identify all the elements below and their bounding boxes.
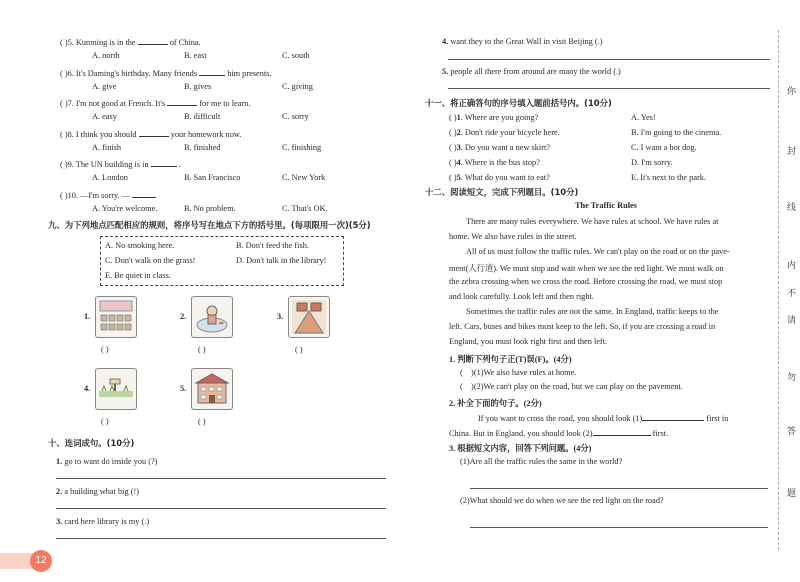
passage-line: ment(人行道). We must stop and wait when we see the red light. We must walk on <box>449 264 724 273</box>
passage-line: the zebra crossing when we cross the road. Before crossing the road, we must stop <box>449 277 723 286</box>
binding-char: 内 <box>787 261 797 271</box>
match-answer: E. It's next to the park. <box>631 173 706 182</box>
s10-q5-words: people all there from around are many the world (.) <box>450 67 621 76</box>
answer-line[interactable] <box>470 488 768 489</box>
passage-line: All of us must follow the traffic rules. We can't play on the road or on the pave- <box>466 247 730 256</box>
mc-question-9: ( )9. The UN building is in . <box>60 160 181 169</box>
s10-q5-num: 5. <box>442 67 449 76</box>
passage-line: home. We also have rules in the street. <box>449 232 577 241</box>
answer-paren[interactable]: ( ) <box>60 99 68 108</box>
answer-paren[interactable]: ( ) <box>449 113 457 122</box>
question-number: 6 <box>67 68 72 78</box>
choice-b[interactable]: B. difficult <box>184 112 221 121</box>
q3-item-2: (2)What should we do when we see the red light on the road? <box>460 496 664 505</box>
q2-title: 2. 补全下面的句子。(2分) <box>449 399 542 408</box>
q1-item-2: (2)We can't play on the road, but we can play on the pavement. <box>473 382 683 391</box>
choice-a[interactable]: A. finish <box>92 142 122 152</box>
choice-c[interactable]: C. south <box>282 51 310 60</box>
binding-char: 题 <box>787 489 797 499</box>
mc-question-5: ( )5. Kunming is in the of China. <box>60 38 201 47</box>
binding-char: 线 <box>787 203 797 213</box>
choice-c[interactable]: C. finishing <box>282 142 322 152</box>
question-text: —I'm sorry. — <box>80 190 131 200</box>
answer-line[interactable] <box>448 88 770 89</box>
pic-4-label: 4. <box>84 384 91 393</box>
match-question-2: ( )2. Don't ride your bicycle here. <box>449 128 560 137</box>
answer-paren[interactable]: ( ) <box>449 128 457 137</box>
passage-line: and look carefully. Look left and then right. <box>449 292 594 301</box>
question-text: I think you should <box>75 129 137 139</box>
option-c: C. Don't walk on the grass! <box>105 256 196 265</box>
question-number: 4 <box>456 158 461 167</box>
question-number: 1 <box>456 113 461 122</box>
mc-question-8: ( )8. I think you should your homework now. <box>60 129 242 139</box>
match-answer: C. I want a hot dog. <box>631 143 697 152</box>
q2-line2-pre: China. But in England, you should look (2) <box>449 429 593 438</box>
choice-b[interactable]: B. No problem. <box>184 203 236 213</box>
option-d: D. Don't talk in the library! <box>236 256 327 265</box>
q2-line2-post: first. <box>652 429 669 438</box>
mc-question-10: ( )10. —I'm sorry. — <box>60 189 156 200</box>
match-question-1: ( )1. Where are you going? <box>449 113 539 122</box>
option-b: B. Don't feed the fish. <box>236 241 309 250</box>
section11-title: 十一、将正确答句的序号填入题前括号内。(10分) <box>425 98 612 108</box>
question-text-end: your homework now. <box>170 129 242 139</box>
answer-paren[interactable]: ( ) <box>60 160 68 169</box>
passage-line: left. Cars, buses and bikes must keep to the left. So, if you are crossing a road in <box>449 322 716 331</box>
binding-char: 答 <box>787 427 797 437</box>
s10-q3-words: card here library is my (.) <box>64 517 150 526</box>
match-question-5: ( )5. What do you want to eat? <box>449 173 550 182</box>
question-number: 2 <box>456 128 461 137</box>
answer-line[interactable] <box>56 508 386 509</box>
binding-char: 封 <box>787 147 797 157</box>
pic-2-answer[interactable]: ( ) <box>198 345 206 354</box>
answer-paren[interactable]: ( ) <box>60 129 68 139</box>
mc-question-6: ( )6. It's Daming's birthday. Many friends him presents. <box>60 68 272 78</box>
cinema-seats-picture <box>95 296 137 338</box>
library-room-picture <box>288 296 330 338</box>
blank-1[interactable] <box>642 412 704 421</box>
choice-b[interactable]: B. San Francisco <box>184 173 241 182</box>
question-text: Kunming is in the <box>75 38 136 47</box>
pic-3-answer[interactable]: ( ) <box>295 345 303 354</box>
s10-q2-words: a building what big (!) <box>64 487 139 496</box>
q2-line1-pre: If you want to cross the road, you should look (1) <box>478 414 643 423</box>
answer-paren[interactable]: ( ) <box>449 158 457 167</box>
fill-blank[interactable] <box>139 128 169 137</box>
question-text: It's Daming's birthday. Many friends <box>75 68 198 78</box>
passage-line: Sometimes the traffic rules are not the same. In England, traffic keeps to the <box>466 307 719 316</box>
binding-char: 不 <box>787 289 797 299</box>
binding-char: 勿 <box>787 373 797 383</box>
question-text-end: . <box>178 160 181 169</box>
binding-char: 请 <box>787 316 797 326</box>
school-building-picture <box>191 368 233 410</box>
choice-b[interactable]: B. gives <box>184 81 212 91</box>
blank-2[interactable] <box>593 427 651 436</box>
question-text-end: for me to learn. <box>199 99 251 108</box>
option-e: E. Be quiet in class. <box>105 271 171 280</box>
question-text: I'm not good at French. It's <box>75 99 166 108</box>
question-number: 3 <box>456 143 461 152</box>
answer-line[interactable] <box>56 538 386 539</box>
answer-line[interactable] <box>56 478 386 479</box>
answer-paren[interactable]: ( ) <box>60 38 68 47</box>
choice-c[interactable]: C. New York <box>282 173 326 182</box>
answer-paren[interactable]: ( ) <box>60 68 68 78</box>
question-number: 5 <box>456 173 461 182</box>
answer-paren[interactable]: ( ) <box>449 173 457 182</box>
question-number: 8 <box>67 129 72 139</box>
q1-title: 1. 判断下列句子正(T)误(F)。(4分) <box>449 355 572 364</box>
match-question-4: ( )4. Where is the bus stop? <box>449 158 540 167</box>
pic-5-answer[interactable]: ( ) <box>198 417 206 426</box>
choice-a[interactable]: A. easy <box>92 112 117 121</box>
choice-a[interactable]: A. north <box>92 51 120 60</box>
q3-item-1: (1)Are all the traffic rules the same in the world? <box>460 457 623 466</box>
question-text: Don't ride your bicycle here. <box>464 128 560 137</box>
pic-1-answer[interactable]: ( ) <box>101 345 109 354</box>
s10-q4-words: want they to the Great Wall in visit Beijing (.) <box>450 37 603 46</box>
page-number: 12 <box>30 550 52 572</box>
q1-item-1: (1)We also have rules at home. <box>473 368 577 377</box>
passage-line: There are many rules everywhere. We have rules at school. We have rules at <box>466 217 719 226</box>
passage-title: The Traffic Rules <box>575 201 637 210</box>
pic-5-label: 5. <box>180 384 187 393</box>
choice-c[interactable]: C. giving <box>282 81 313 91</box>
match-answer: D. I'm sorry. <box>631 158 673 167</box>
choice-a[interactable]: A. give <box>92 81 117 91</box>
question-number: 5 <box>67 38 72 47</box>
section12-title: 十二、阅读短文，完成下列题目。(10分) <box>425 187 579 197</box>
fill-blank[interactable] <box>151 158 177 167</box>
question-text: Where are you going? <box>464 113 539 122</box>
s10-q1-words: go to want do inside you (?) <box>64 457 158 466</box>
pic-1-label: 1. <box>84 312 91 321</box>
match-answer: A. Yes! <box>631 113 656 122</box>
choice-b[interactable]: B. finished <box>184 142 221 152</box>
q2-line1-post: first in <box>706 414 729 423</box>
answer-paren[interactable]: ( ) <box>449 143 457 152</box>
pic-4-answer[interactable]: ( ) <box>101 417 109 426</box>
s10-q2-num: 2. <box>56 487 63 496</box>
question-text: What do you want to eat? <box>464 173 550 182</box>
answer-line[interactable] <box>448 59 770 60</box>
binding-char: 你 <box>787 87 797 97</box>
s10-q3-num: 3. <box>56 517 63 526</box>
pic-3-label: 3. <box>277 312 284 321</box>
answer-line[interactable] <box>470 527 768 528</box>
match-question-3: ( )3. Do you want a new skirt? <box>449 143 550 152</box>
fill-blank[interactable] <box>167 97 197 106</box>
question-text-end: him presents. <box>227 68 272 78</box>
fish-pond-picture <box>191 296 233 338</box>
choice-a[interactable]: A. You're welcome. <box>92 203 158 213</box>
match-answer: B. I'm going to the cinema. <box>631 128 722 137</box>
question-text: The UN building is in <box>75 160 149 169</box>
question-text-end: of China. <box>169 38 201 47</box>
passage-line: England, you must look right first and then left. <box>449 337 608 346</box>
choice-c[interactable]: C. That's OK. <box>282 203 328 213</box>
question-number: 7 <box>67 99 72 108</box>
q3-title: 3. 根据短文内容，回答下列问题。(4分) <box>449 444 592 453</box>
mc-question-7: ( )7. I'm not good at French. It's for me to learn. <box>60 99 251 108</box>
answer-paren[interactable]: ( ) <box>60 190 68 200</box>
choice-b[interactable]: B. east <box>184 51 207 60</box>
rules-options-box <box>100 236 344 286</box>
question-number: 10 <box>67 190 76 200</box>
fill-blank[interactable] <box>132 189 156 198</box>
fill-blank[interactable] <box>199 67 225 76</box>
s10-q1-num: 1. <box>56 457 63 466</box>
s10-q4-num: 4. <box>442 37 449 46</box>
question-text: Where is the bus stop? <box>464 158 540 167</box>
option-a: A. No smoking here. <box>105 241 175 250</box>
choice-c[interactable]: C. sorry <box>282 112 309 121</box>
question-text: Do you want a new skirt? <box>464 143 550 152</box>
choice-a[interactable]: A. London <box>92 173 128 182</box>
question-number: 9 <box>67 160 72 169</box>
pic-2-label: 2. <box>180 312 187 321</box>
fill-blank[interactable] <box>138 36 168 45</box>
section9-title: 九、为下列地点匹配相应的规则，将序号写在地点下方的括号里。(每项限用一次)(5分) <box>48 220 371 230</box>
binding-line <box>778 30 779 550</box>
grass-picture <box>95 368 137 410</box>
section10-title: 十、连词成句。(10分) <box>48 438 135 448</box>
